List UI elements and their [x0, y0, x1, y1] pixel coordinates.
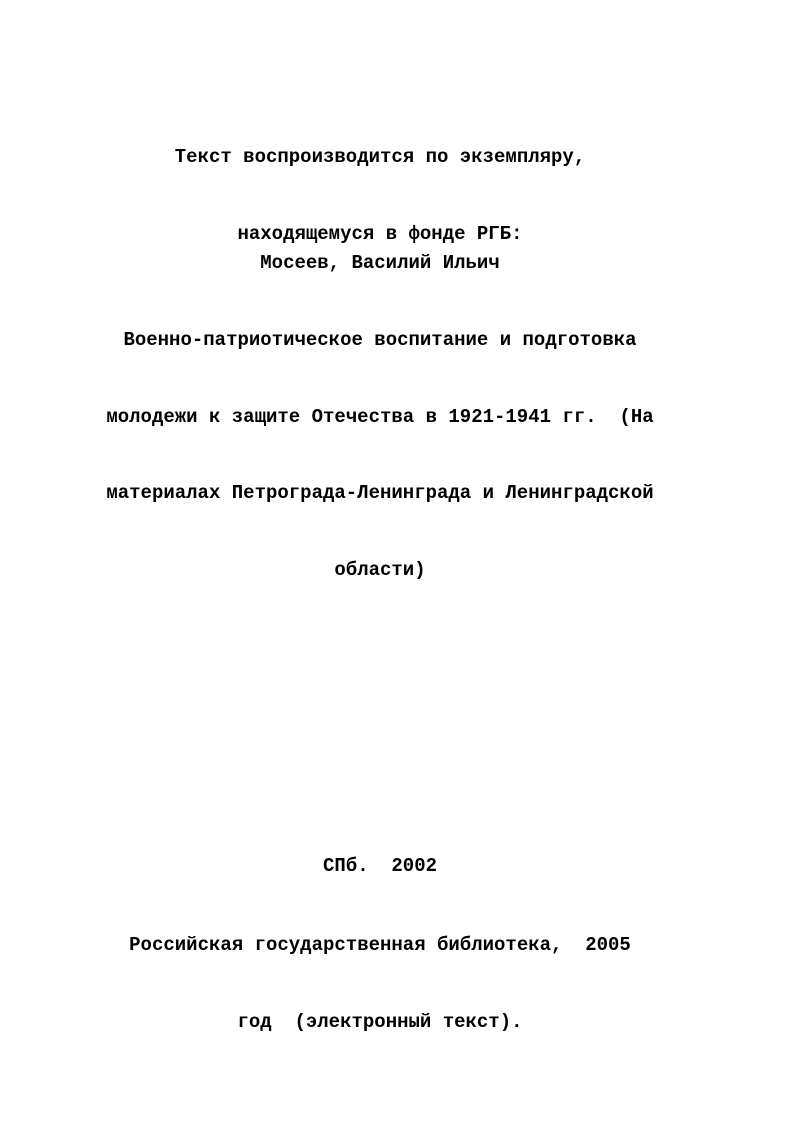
footer-line-2: год (электронный текст). [237, 1010, 523, 1033]
title-line-1: Военно-патриотическое воспитание и подготовка [123, 329, 637, 351]
document-title [0, 277, 760, 634]
author-line: Мосеев, Василий Ильич [260, 252, 500, 274]
title-line-4: области) [334, 558, 426, 581]
imprint-line: СПб. 2002 [322, 855, 438, 877]
title-line-3: материалах Петрограда-Ленинграда и Ленинградской [106, 482, 654, 504]
footer-line-1: Российская государственная библиотека, 2005 [129, 934, 631, 956]
title-line-2: молодежи к защите Отечества в 1921-1941 гг. (На [106, 405, 654, 428]
source-notice-line-1: Текст воспроизводится по экземпляру, [174, 146, 586, 168]
library-footer [0, 882, 760, 1086]
source-notice-line-2: находящемуся в фонде РГБ: [237, 222, 523, 245]
